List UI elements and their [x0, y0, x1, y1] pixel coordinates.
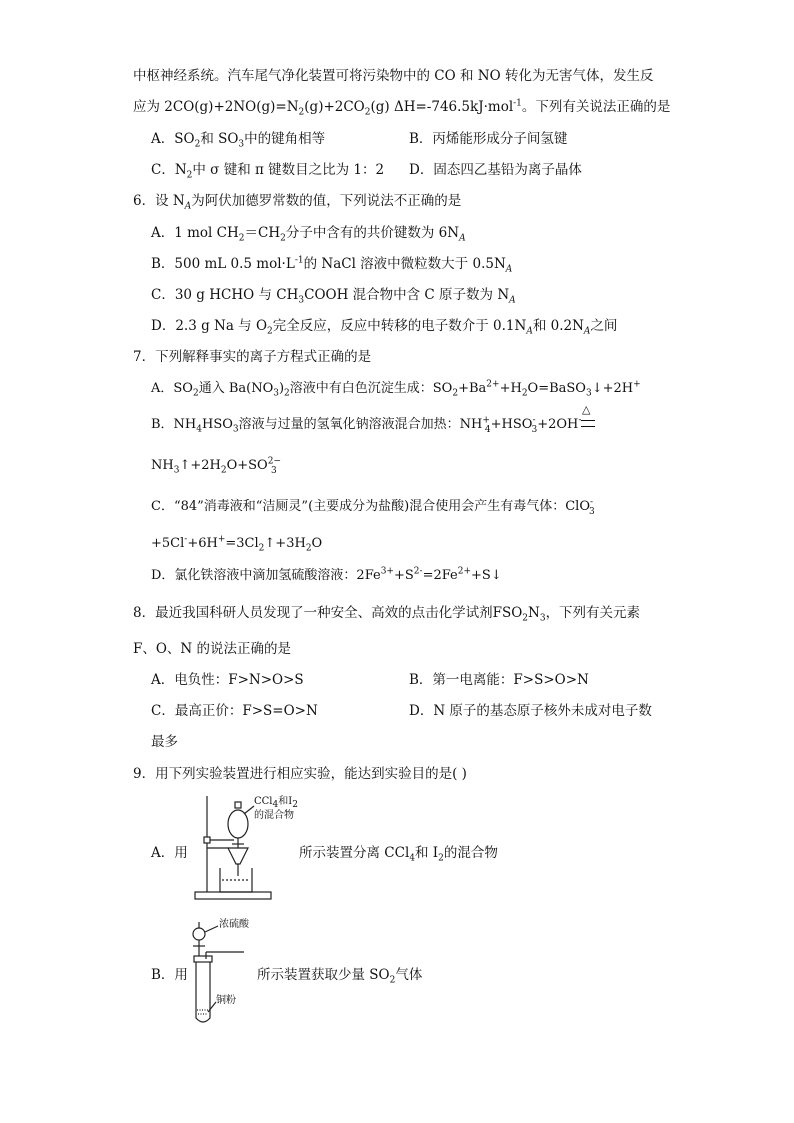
q9-stem: 9．用下列实验装置进行相应实验，能达到实验目的是( ) [133, 766, 467, 782]
q9-option-a-text: 所示装置分离 CCl$_4$和 $I_2$的混合物 [299, 845, 498, 864]
q9-option-a-prefix: A．用 [151, 845, 188, 861]
q5-stem-line2: 应为 $2CO(g)+2NO(g)=N_2(g)+2CO_2(g)$ ΔH=-746.5kJ·mol$^{-1}$。下列有关说法正确的是 [133, 98, 671, 118]
q8-option-c: C．最高正价：F>S=O>N [151, 703, 318, 719]
fig-a-label-mixture-2: 的混合物 [254, 810, 294, 821]
q7-option-a: A．$SO_2$通入 $Ba(NO_3)_2$溶液中有白色沉淀生成：$SO_2+Ba^{2+}+H_2O=BaSO_3↓+2H^+$ [151, 379, 641, 399]
test-tube-apparatus-figure [188, 918, 254, 1030]
q6-stem: 6．设 $N_A$为阿伏加德罗常数的值，下列说法不正确的是 [133, 193, 462, 212]
q8-stem-line1: 8．最近我国科研人员发现了一种安全、高效的点击化学试剂$FSO_2N_3$，下列有关元素 [133, 605, 641, 624]
q9-option-b-text: 所示装置获取少量 $SO_2$气体 [257, 967, 423, 986]
q6-option-b: B．500 mL 0.5 $mol\cdot L^{-1}$的 NaCl 溶液中微粒数大于 $0.5N_A$ [151, 255, 513, 275]
q8-option-b: B．第一电离能：F>S>O>N [409, 672, 589, 688]
q6-option-a: A．1 mol $CH_2=CH_2$分子中含有的共价键数为 $6N_A$ [151, 225, 466, 244]
q7-option-b-line2: $NH_3↑+2H_2O+SO^{2-}_3$ [151, 456, 281, 476]
q5-option-a: A．$SO_2$和 $SO_3$中的键角相等 [151, 131, 326, 150]
q9-option-b-prefix: B．用 [151, 967, 188, 983]
q6-option-c: C．30 g HCHO 与 $CH_3COOH$ 混合物中含 C 原子数为 $N_A$ [151, 287, 516, 306]
q7-option-b-line1: B．$NH_4HSO_3$溶液与过量的氢氧化钠溶液混合加热：$NH^+_4+HSO^-_3+2OH^-$ [151, 415, 582, 435]
test-tube-drawing [188, 918, 254, 1030]
equals-sign-divider [581, 420, 595, 427]
q7-option-d: D．氯化铁溶液中滴加氢硫酸溶液：$2Fe^{3+}+S^{2-}=2Fe^{2+}+S↓$ [151, 566, 502, 583]
q7-option-c-line2: $+5Cl^-+6H^+=3Cl_2↑+3H_2O$ [151, 534, 323, 554]
fig-a-label-mixture: CCl$_4$和$I_2$ [254, 796, 298, 810]
q5-option-d: D．固态四乙基铅为离子晶体 [409, 162, 582, 178]
q8-stem-line2: F、O、N 的说法正确的是 [133, 641, 292, 657]
q7-option-c-line1: C．“84”消毒液和“洁厕灵”(主要成分为盐酸)混合使用会产生有毒气体：ClO-$_3$ [151, 497, 595, 517]
q8-option-d-continued: 最多 [151, 734, 178, 750]
q5-option-c: C．$N_2$中 σ 键和 π 键数目之比为 1：2 [151, 162, 385, 181]
heat-arrow-symbol: △ [582, 403, 591, 416]
q7-stem: 7．下列解释事实的离子方程式正确的是 [133, 349, 372, 365]
q6-option-d: D．2.3 g Na 与 $O_2$完全反应，反应中转移的电子数介于 $0.1N_A$和 $0.2N_A$之间 [151, 318, 618, 337]
q5-option-b: B．丙烯能形成分子间氢键 [409, 131, 568, 147]
q8-option-a: A．电负性：F>N>O>S [151, 672, 304, 688]
q8-option-d: D．N 原子的基态原子核外未成对电子数 [409, 703, 652, 719]
fig-b-label-copper-powder: 铜粉 [216, 995, 236, 1006]
q5-stem-line1: 中枢神经系统。汽车尾气净化装置可将污染物中的 CO 和 NO 转化为无害气体，发生反 [133, 68, 654, 84]
fig-b-label-sulfuric-acid: 浓硫酸 [219, 919, 249, 930]
